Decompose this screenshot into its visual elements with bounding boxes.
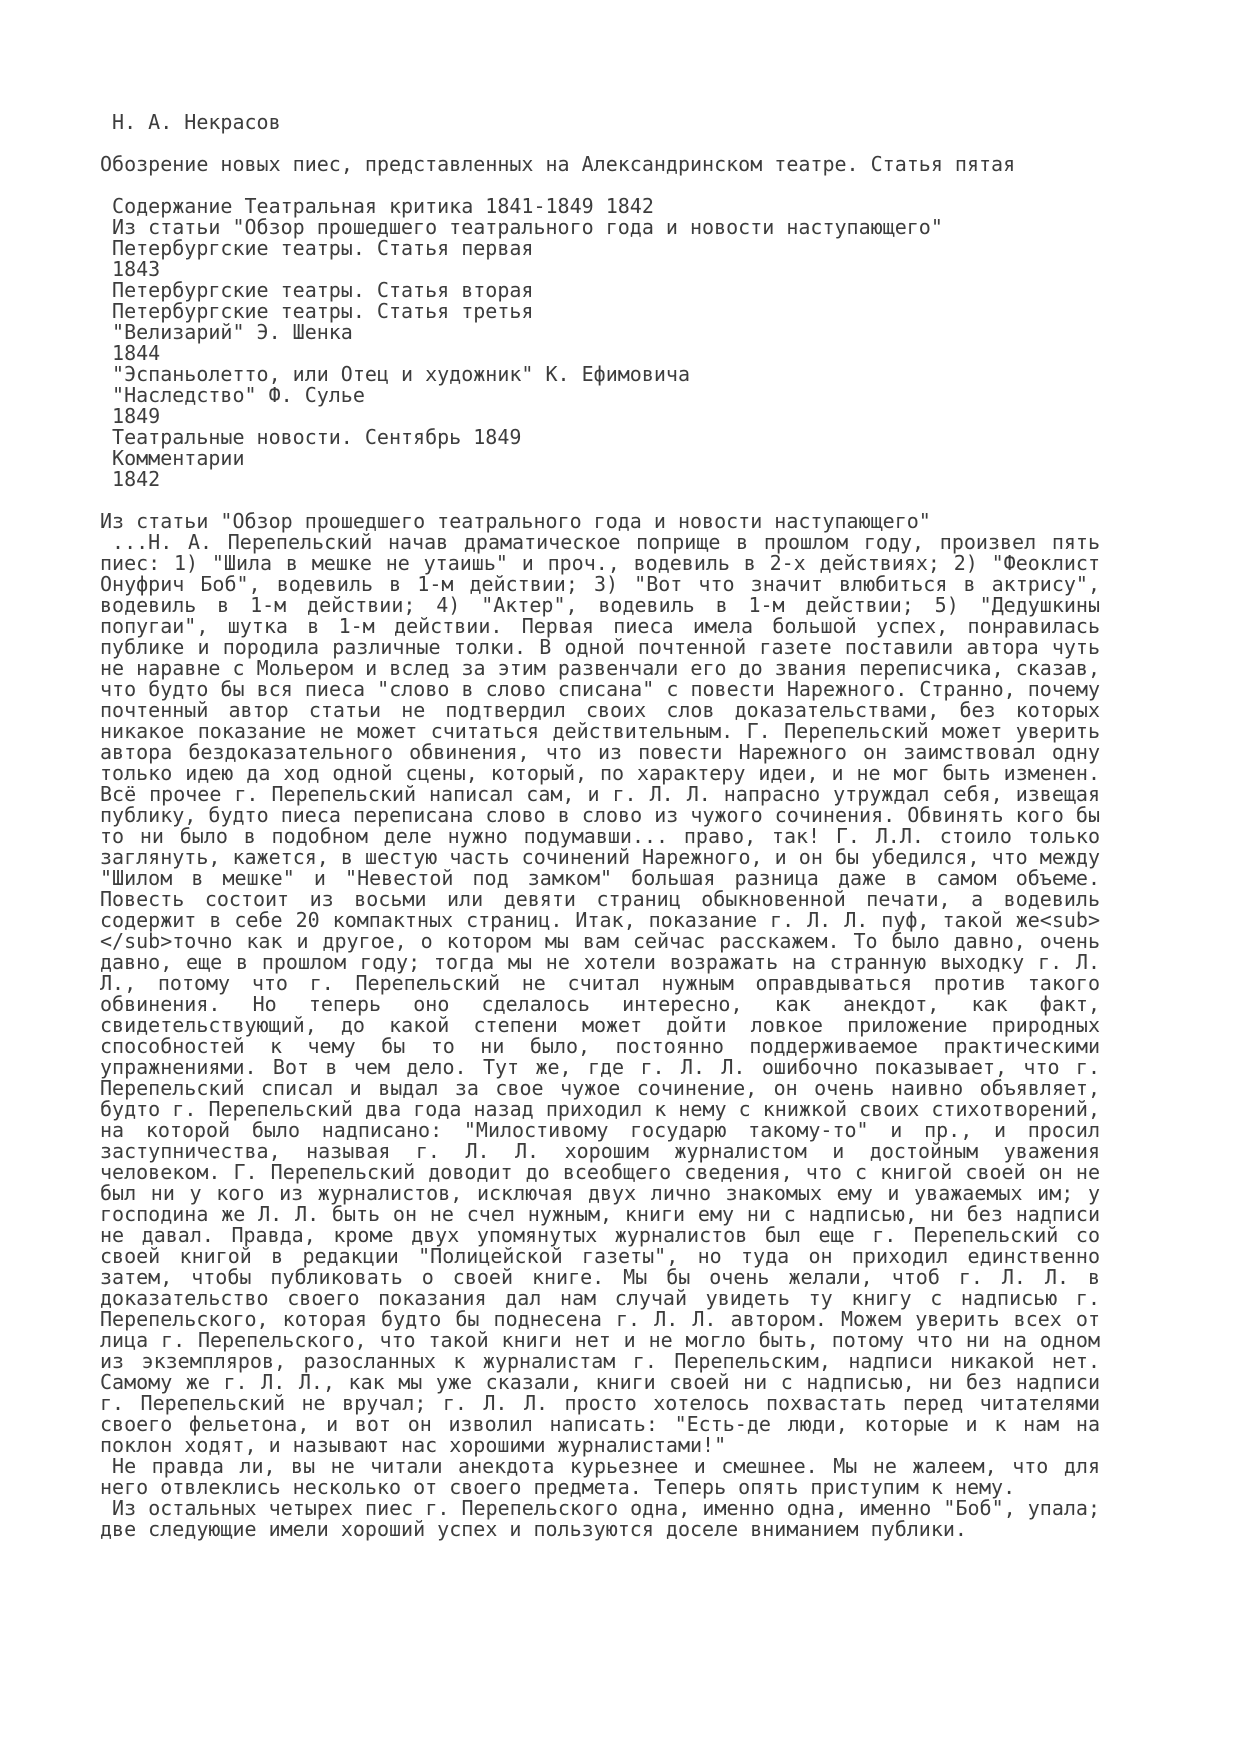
paragraph: ...Н. А. Перепельский начав драматическое поприще в прошлом году, произвел пять пиес: 1) "Шила в мешке не утаишь" и проч., водевиль в 2-х действиях; 2) "Феоклист Онуфрич Боб", водевиль в 1-м действии; 3) "Вот что значит влюбиться в актрису", водевиль в 1-м действии; 4) "Актер", водевиль в 1-м действии; 5) "Дедушкины попугаи", шутка в 1-м действии. Первая пиеса имела большой успех, понравилась публике и породила различные толки. В одной почтенной газете поставили автора чуть не наравне с Мольером и вслед за этим развенчали его до звания переписчика, сказав, что будто бы вся пиеса "слово в слово списана" с повести Нарежного. Странно, почему почтенный автор статьи не подтвердил своих слов доказательствами, без которых никакое показание не может считаться действительным. Г. Перепельский может уверить автора бездоказательного обвинения, что из повести Нарежного он заимствовал одну только идею да ход одной сцены, который, по характеру идеи, и не мог быть изменен. Всё прочее г. Перепельский написал сам, и г. Л. Л. напрасно утруждал себя, извещая публику, будто пиеса переписана слово в слово из чужого сочинения. Обвинять кого бы то ни было в подобном деле нужно подумавши... право, так! Г. Л.Л. стоило только заглянуть, кажется, в шестую часть сочинений Нарежного, и он бы убедился, что между "Шилом в мешке" и "Невестой под замком" большая разница даже в самом объеме. Повесть состоит из восьми или девяти страниц обыкновенной печати, а водевиль содержит в себе 20 компактных страниц. Итак, показание г. Л. Л. пуф, такой же<sub> </sub>точно как и другое, о котором мы вам сейчас расскажем. То было давно, очень давно, еще в прошлом году; тогда мы не хотели возражать на странную выходку г. Л. Л., потому что г. Перепельский не считал нужным оправдываться против такого обвинения. Но теперь оно сделалось интересно, как анекдот, как факт, свидетельствующий, до какой степени может дойти ловкое приложение природных способностей к чему бы то ни было, постоянно поддерживаемое практическими упражнениями. Вот в чем дело. Тут же, где г. Л. Л. ошибочно показывает, что г. Перепельский списал и выдал за свое чужое сочинение, он очень наивно объявляет, будто г. Перепельский два года назад приходил к нему с книжкой своих стихотворений, на которой было надписано: "Милостивому государю такому-то" и пр., и просил заступничества, называя г. Л. Л. хорошим журналистом и достойным уважения человеком. Г. Перепельский доводит до всеобщего сведения, что с книгой своей он не был ни у кого из журналистов, исключая двух лично знакомых ему и уважаемых им; у господина же Л. Л. быть он не счел нужным, книги ему ни с надписью, ни без надписи не давал. Правда, кроме двух упомянутых журналистов был еще г. Перепельский со своей книгой в редакции "Полицейской газеты", но туда он приходил единственно затем, чтобы публиковать о своей книге. Мы бы очень желали, чтоб г. Л. Л. в доказательство своего показания дал нам случай увидеть ту книгу с надписью г. Перепельского, которая будто бы поднесена г. Л. Л. автором. Можем уверить всех от лица г. Перепельского, что такой книги нет и не могло быть, потому что ни на одном из экземпляров, разосланных к журналистам г. Перепельским, надписи никакой нет. Самому же г. Л. Л., как мы уже сказали, книги своей ни с надписью, ни без надписи г. Перепельский не вручал; г. Л. Л. просто хотелось похвастать перед читателями своего фельетона, и вот он изволил написать: "Есть-де люди, которые и к нам на поклон ходят, и называют нас хорошими журналистами!": [100, 530, 1100, 1457]
toc-line: Содержание Театральная критика 1841-1849 1842: [112, 194, 654, 218]
toc-line: Петербургские театры. Статья первая: [112, 236, 534, 260]
toc-line: 1842: [112, 467, 161, 491]
document-body: [100, 532, 1100, 1540]
document-title: Обозрение новых пиес, представленных на Александринском театре. Статья пятая: [100, 152, 1016, 176]
section-heading: Из статьи "Обзор прошедшего театрального года и новости наступающего": [100, 509, 931, 533]
toc-line: Из статьи "Обзор прошедшего театрального года и новости наступающего": [112, 215, 943, 239]
toc-line: 1843: [112, 257, 161, 281]
toc-line: "Эспаньолетто, или Отец и художник" К. Ефимовича: [112, 362, 690, 386]
toc-line: 1849: [112, 404, 161, 428]
toc-line: Петербургские театры. Статья третья: [112, 299, 534, 323]
paragraph: Не правда ли, вы не читали анекдота курьезнее и смешнее. Мы не жалеем, что для него отвлеклись несколько от своего предмета. Теперь опять приступим к нему.: [100, 1454, 1100, 1499]
paragraph: Из остальных четырех пиес г. Перепельского одна, именно одна, именно "Боб", упала; две следующие имели хороший успех и пользуются доселе вниманием публики.: [100, 1496, 1100, 1541]
toc-line: Петербургские театры. Статья вторая: [112, 278, 534, 302]
toc-line: Театральные новости. Сентябрь 1849: [112, 425, 522, 449]
table-of-contents: [100, 196, 1100, 490]
author-line: Н. А. Некрасов: [112, 110, 281, 134]
toc-line: Комментарии: [112, 446, 245, 470]
toc-line: "Велизарий" Э. Шенка: [112, 320, 353, 344]
toc-line: 1844: [112, 341, 161, 365]
toc-line: "Наследство" Ф. Сулье: [112, 383, 365, 407]
